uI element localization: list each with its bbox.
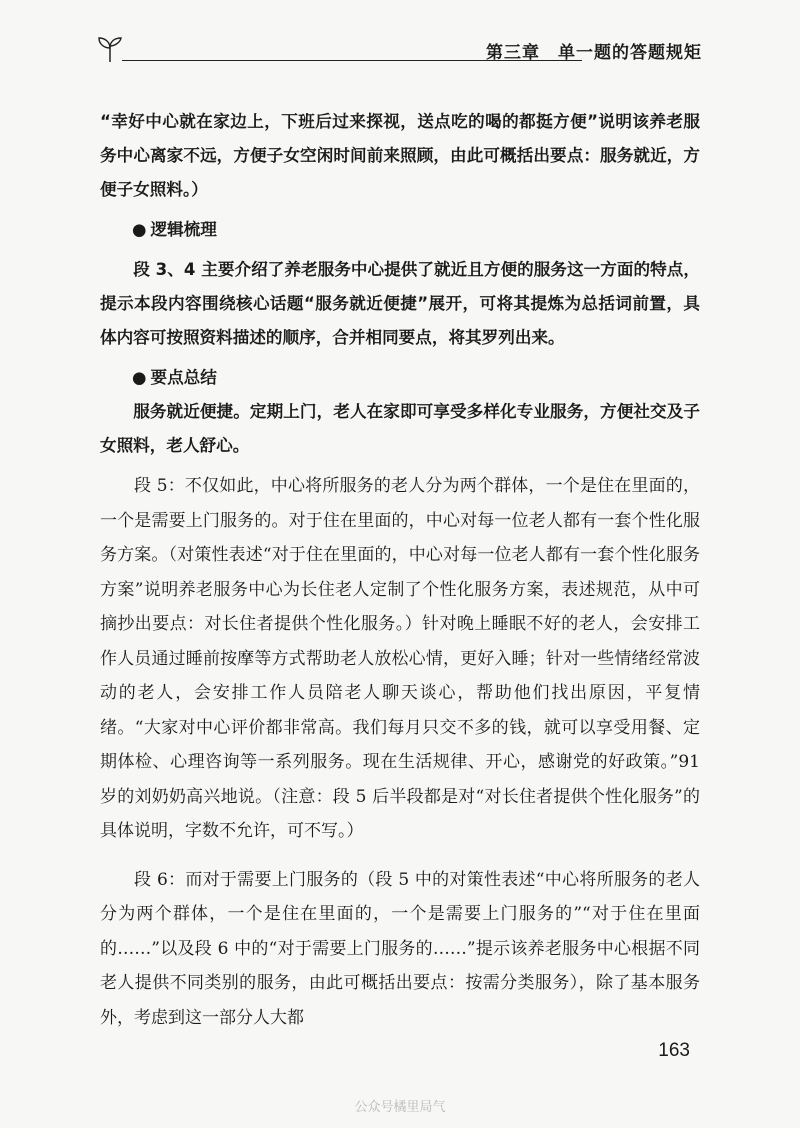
paragraph-section-5: 段 5：不仅如此，中心将所服务的老人分为两个群体，一个是住在里面的，一个是需要上门服务的。对于住在里面的，中心对每一位老人都有一套个性化服务方案。（对策性表述“对于住在里面的，中心对每一位老人都有一套个性化服务方案”说明养老服务中心为长住老人定制了个性化服务方案，表述规范，从中可摘抄出要点：对长住者提供个性化服务。）针对晚上睡眠不好的老人，会安排工作人员通过睡前按摩等方式帮助老人放松心情，更好入睡；针对一些情绪经常波动的老人，会安排工作人员陪老人聊天谈心，帮助他们找出原因，平复情绪。“大家对中心评价都非常高。我们每月只交不多的钱，就可以享受用餐、定期体检、心理咨询等一系列服务。现在生活规律、开心，感谢党的好政策。”91 岁的刘奶奶高兴地说。（注意：段 5 后半段都是对“对长住者提供个性化服务”的具体说明，字数不允许，可不写。） — [100, 476, 700, 841]
page-body — [100, 105, 700, 1035]
heading-summary-label: 要点总结 — [150, 368, 217, 387]
paragraph-section-6: 段 6：而对于需要上门服务的（段 5 中的对策性表述“中心将所服务的老人分为两个群体，一个是住在里面的，一个是需要上门服务的”“对于住在里面的……”以及段 6 中的“对于需要上门服务的……”提示该养老服务中心根据不同老人提供不同类别的服务，由此可概括出要点：按需分类服务），除了基本服务外，考虑到这一部分人大都 — [100, 869, 700, 1028]
page-number: 163 — [658, 1040, 690, 1061]
bullet-dot-icon: ● — [132, 220, 147, 239]
heading-logic-label: 逻辑梳理 — [150, 220, 217, 239]
chapter-title: 第三章 单一题的答题规矩 — [486, 43, 702, 63]
heading-logic — [100, 213, 700, 247]
paragraph-intro: “幸好中心就在家边上，下班后过来探视，送点吃的喝的都挺方便”说明该养老服务中心离家不远，方便子女空闲时间前来照顾，由此可概括出要点：服务就近，方便子女照料。） — [100, 112, 700, 199]
paragraph-summary: 服务就近便捷。定期上门，老人在家即可享受多样化专业服务，方便社交及子女照料，老人舒心。 — [100, 402, 700, 455]
bullet-dot-icon: ● — [132, 368, 147, 387]
leaf-icon — [96, 34, 124, 64]
paragraph-logic: 段 3、4 主要介绍了养老服务中心提供了就近且方便的服务这一方面的特点，提示本段内容围绕核心话题“服务就近便捷”展开，可将其提炼为总括词前置，具体内容可按照资料描述的顺序，合并相同要点，将其罗列出来。 — [100, 260, 700, 347]
watermark: 公众号橘里局气 — [354, 1100, 446, 1115]
heading-summary — [100, 361, 700, 395]
running-header — [96, 30, 702, 70]
